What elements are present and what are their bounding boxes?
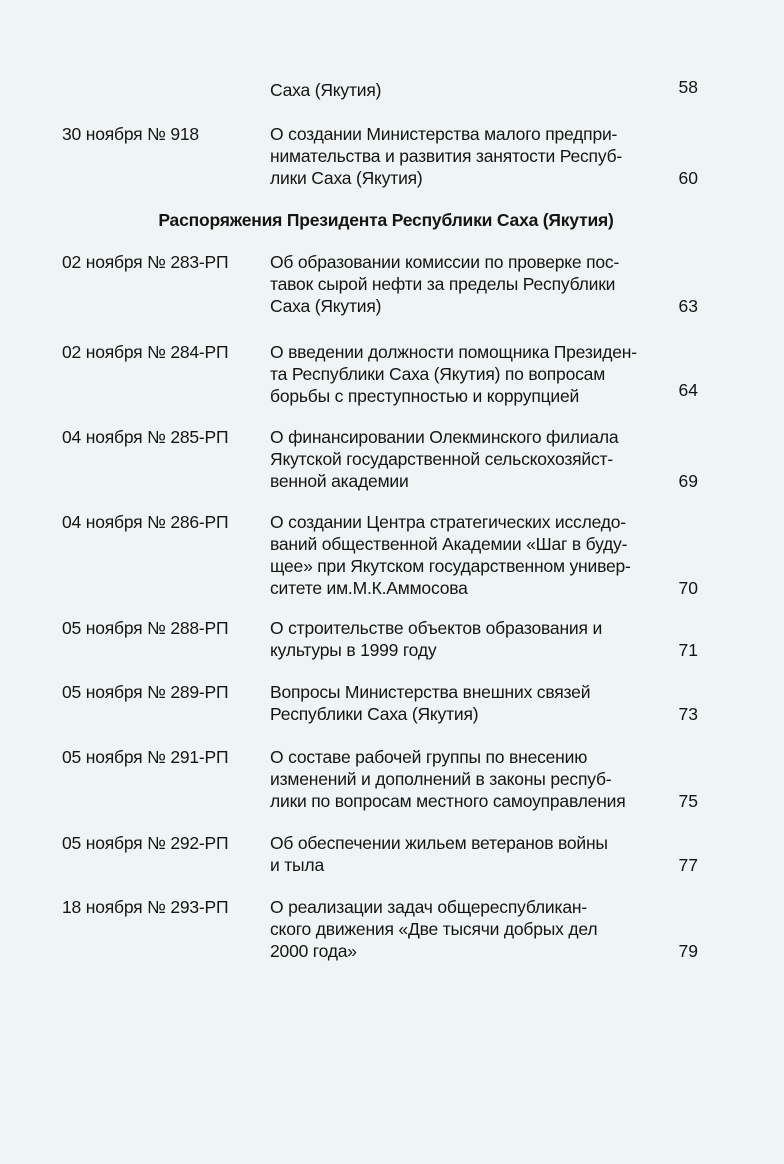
entry-date: 04 ноября № 286-РП [62,512,229,532]
section-heading: Распоряжения Президента Республики Саха (Якутия) [158,210,614,230]
entry-title-line: О реализации задач общереспубликан- [270,897,587,917]
entry-title-line: О введении должности помощника Президен- [270,342,637,362]
page-number: 77 [678,855,698,875]
entry-title-line: нимательства и развития занятости Респуб- [270,146,623,166]
page-number: 70 [678,578,698,598]
entry-title-line: Об образовании комиссии по проверке пос- [270,252,620,272]
entry-date: 02 ноября № 284-РП [62,342,229,362]
entry-date: 02 ноября № 283-РП [62,252,229,272]
entry-date: 05 ноября № 289-РП [62,682,229,702]
page-number: 63 [678,296,698,316]
entry-title-line: культуры в 1999 году [270,640,437,660]
entry-date: 05 ноября № 288-РП [62,618,229,638]
page-number: 73 [678,704,698,724]
entry-title-line: Саха (Якутия) [270,296,382,316]
page-number: 60 [678,168,698,188]
entry-title-line: О составе рабочей группы по внесению [270,747,588,767]
entry-title-line: изменений и дополнений в законы респуб- [270,769,612,789]
page-number: 71 [678,640,698,660]
entry-title-line: борьбы с преступностью и коррупцией [270,386,580,406]
entry-title-line: О создании Центра стратегических исследо- [270,512,626,532]
entry-title-line: Вопросы Министерства внешних связей [270,682,591,702]
entry-title-line: ситете им.М.К.Аммосова [270,578,468,598]
entry-title-line: Республики Саха (Якутия) [270,704,479,724]
entry-title-line: щее» при Якутском государственном универ- [270,556,631,576]
entry-title-line: та Республики Саха (Якутия) по вопросам [270,364,606,384]
entry-title-line: Якутской государственной сельскохозяйст- [270,449,613,469]
entry-title-line: О финансировании Олекминского филиала [270,427,619,447]
page-number: 69 [678,471,698,491]
entry-title-line: лики Саха (Якутия) [270,168,423,188]
entry-title-line: Об обеспечении жильем ветеранов войны [270,833,608,853]
page-number: 64 [678,380,698,400]
entry-title-line: О строительстве объектов образования и [270,618,603,638]
entry-title-line: тавок сырой нефти за пределы Республики [270,274,616,294]
entry-title-line: Саха (Якутия) [270,80,382,100]
entry-date: 05 ноября № 292-РП [62,833,229,853]
entry-title-line: 2000 года» [270,941,357,961]
entry-title-line: О создании Министерства малого предпри- [270,124,618,144]
entry-title-line: и тыла [270,855,324,875]
page-number: 58 [678,77,698,97]
page-number: 79 [678,941,698,961]
entry-title-line: лики по вопросам местного самоуправления [270,791,626,811]
entry-date: 30 ноября № 918 [62,124,199,144]
entry-title-line: венной академии [270,471,409,491]
entry-title-line: ского движения «Две тысячи добрых дел [270,919,598,939]
entry-title-line: ваний общественной Академии «Шаг в буду- [270,534,628,554]
entry-date: 18 ноября № 293-РП [62,897,229,917]
entry-date: 04 ноября № 285-РП [62,427,229,447]
entry-date: 05 ноября № 291-РП [62,747,229,767]
page-number: 75 [678,791,698,811]
